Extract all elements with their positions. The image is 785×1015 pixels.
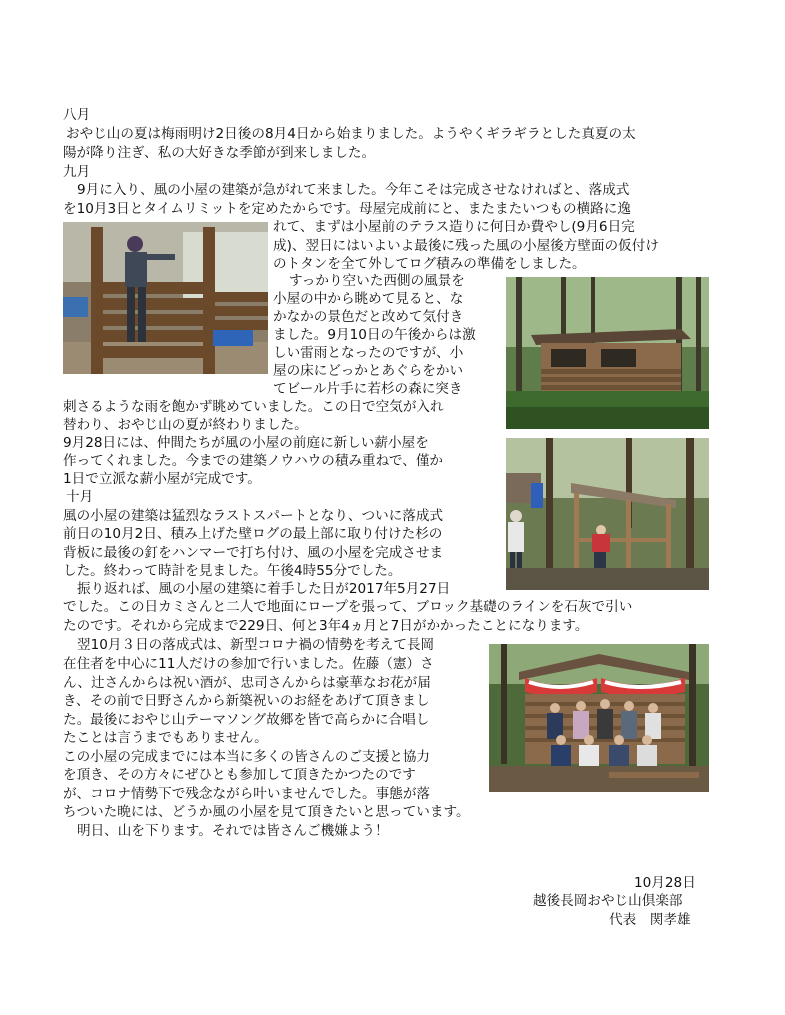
text-line: を頂き、その方々にぜひとも参加して頂きたかつたのです (63, 767, 416, 783)
text-line: 翌10月３日の落成式は、新型コロナ禍の情勢を考えて長岡 (77, 637, 435, 653)
text-line: たのです。それから完成まで229日、何と3年4ヵ月と7日がかかったことになります。 (63, 618, 589, 634)
text-line: 1日で立派な薪小屋が完成です。 (63, 471, 261, 487)
text-line: おやじ山の夏は梅雨明け2日後の8月4日から始まりました。ようやくギラギラとした真夏の太 (66, 126, 636, 142)
text-line: ん、辻さんからは祝い酒が、忠司さんからは豪華なお花が届 (63, 675, 431, 691)
text-line: 作ってくれました。今までの建築ノウハウの積み重ねで、僅か (63, 453, 444, 469)
text-line: この小屋の完成までには本当に多くの皆さんのご支援と協力 (63, 749, 431, 765)
text-line: たことは言うまでもありません。 (63, 730, 268, 746)
text-line: 替わり、おやじ山の夏が終わりました。 (63, 417, 308, 433)
text-line: ました。9月10日の午後からは激 (273, 327, 476, 343)
text-line: 在住者を中心に11人だけの参加で行いました。佐藤（憲）さ (63, 656, 434, 672)
text-line: 前日の10月2日、積み上げた壁ログの最上部に取り付けた杉の (63, 526, 443, 542)
text-line: れて、まずは小屋前のテラス造りに何日か費やし(9月6日完 (273, 219, 635, 235)
photo-woodshed (506, 438, 709, 590)
text-line: 八月 (63, 107, 91, 123)
text-line: のトタンを全て外してログ積みの準備をしました。 (273, 256, 586, 272)
text-line: 小屋の中から眺めて見ると、な (273, 291, 464, 307)
text-line: 振り返れば、風の小屋の建築に着手した日が2017年5月27日 (77, 581, 451, 597)
text-line: 屋の床にどっかとあぐらをかい (273, 363, 464, 379)
signature-date: 10月28日 (634, 875, 696, 891)
text-line: 九月 (63, 164, 91, 180)
text-line: 刺さるような雨を飽かず眺めていました。この日で空気が入れ (63, 399, 444, 415)
text-line: た。最後におやじ山テーマソング故郷を皆で高らかに合唱し (63, 712, 430, 728)
photo-log-building (63, 222, 268, 374)
text-line: き、その前で日野さんから新築祝いのお経をあげて頂きまし (63, 693, 430, 709)
text-line: かなかの景色だと改めて気付き (273, 309, 464, 325)
text-line: が、コロナ情勢下で残念ながら叶いませんでした。事態が落 (63, 786, 431, 802)
text-line: てビール片手に若杉の森に突き (273, 381, 463, 397)
signature-representative: 代表 関孝雄 (609, 912, 691, 928)
text-line: 9月28日には、仲間たちが風の小屋の前庭に新しい薪小屋を (63, 435, 429, 451)
text-line: 風の小屋の建築は猛烈なラストスパートとなり、ついに落成式 (63, 508, 444, 524)
text-line: 9月に入り、風の小屋の建築が急がれて来ました。今年こそは完成させなければと、落成式 (77, 182, 630, 198)
photo-ceremony-group (489, 644, 709, 792)
text-line: を10月3日とタイムリミットを定めたからです。母屋完成前にと、またまたいつもの横路に逸 (63, 201, 631, 217)
text-line: した。終わって時計を見ました。午後4時55分でした。 (63, 563, 402, 579)
text-line: でした。この日カミさんと二人で地面にロープを張って、ブロック基礎のラインを石灰で引い (63, 599, 633, 615)
text-line: しい雷雨となったのですが、小 (273, 345, 464, 361)
text-line: 明日、山を下ります。それでは皆さんご機嫌よう！ (77, 823, 389, 839)
text-line: 十月 (66, 489, 94, 505)
text-line: ちついた晩には、どうか風の小屋を見て頂きたいと思っています。 (63, 804, 470, 820)
text-line: 成)、翌日にはいよいよ最後に残った風の小屋後方壁面の仮付け (273, 238, 659, 254)
text-line: すっかり空いた西側の風景を (289, 273, 465, 289)
photo-cabin-forest (506, 277, 709, 429)
text-line: 背板に最後の釘をハンマーで打ち付け、風の小屋を完成させま (63, 545, 444, 561)
text-line: 陽が降り注ぎ、私の大好きな季節が到来しました。 (63, 145, 376, 161)
signature-club: 越後長岡おやじ山倶楽部 (533, 893, 683, 909)
